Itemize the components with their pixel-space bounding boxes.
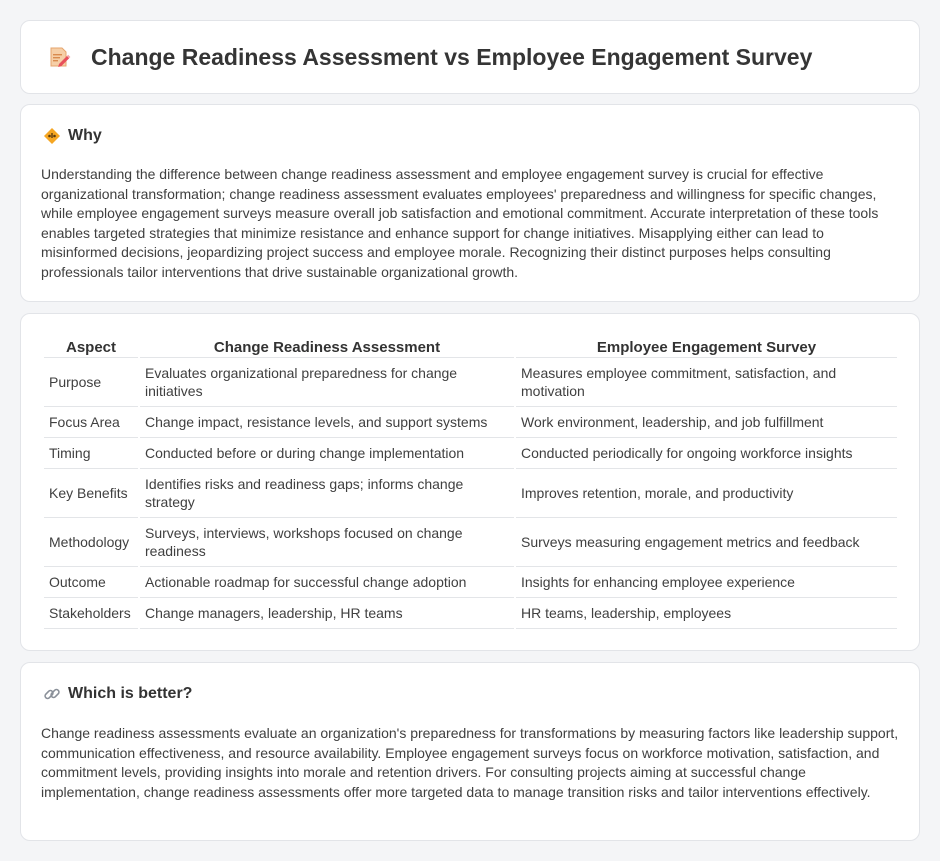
row-change-readiness: Conducted before or during change implementation bbox=[140, 438, 514, 469]
why-title: Why bbox=[68, 127, 102, 144]
comparison-table-card bbox=[20, 313, 920, 651]
table-row bbox=[44, 469, 897, 518]
table-row bbox=[44, 518, 897, 567]
which-is-better-section bbox=[20, 662, 920, 841]
row-engagement-survey: Measures employee commitment, satisfaction, and motivation bbox=[516, 358, 897, 407]
table-row bbox=[44, 598, 897, 629]
header-aspect: Aspect bbox=[44, 334, 138, 358]
header-card bbox=[20, 20, 920, 94]
row-engagement-survey: HR teams, leadership, employees bbox=[516, 598, 897, 629]
row-change-readiness: Surveys, interviews, workshops focused on change readiness bbox=[140, 518, 514, 567]
row-change-readiness: Actionable roadmap for successful change adoption bbox=[140, 567, 514, 598]
row-aspect: Purpose bbox=[44, 358, 138, 407]
row-aspect: Outcome bbox=[44, 567, 138, 598]
row-aspect: Methodology bbox=[44, 518, 138, 567]
better-body: Change readiness assessments evaluate an organization's preparedness for transformations by measuring factors like leadership support, communication effectiveness, and resource availability. Employee engagement surveys focus on workforce motivation, satisfaction, and commitment levels, providing insights into morale and retention drivers. For consulting projects aiming at successful change implementation, change readiness assessments offer more targeted data to manage transition risks and tailor interventions effectively. bbox=[41, 725, 899, 800]
better-title: Which is better? bbox=[68, 685, 193, 702]
comparison-table bbox=[42, 334, 899, 629]
row-change-readiness: Evaluates organizational preparedness for change initiatives bbox=[140, 358, 514, 407]
row-aspect: Stakeholders bbox=[44, 598, 138, 629]
row-change-readiness: Change managers, leadership, HR teams bbox=[140, 598, 514, 629]
table-row bbox=[44, 407, 897, 438]
document-pencil-icon bbox=[47, 45, 71, 69]
header-engagement-survey: Employee Engagement Survey bbox=[516, 334, 897, 358]
table-row bbox=[44, 438, 897, 469]
row-engagement-survey: Improves retention, morale, and productivity bbox=[516, 469, 897, 518]
diamond-warning-icon bbox=[43, 127, 61, 145]
header-change-readiness: Change Readiness Assessment bbox=[140, 334, 514, 358]
why-body: Understanding the difference between change readiness assessment and employee engagement survey is crucial for effective organizational transformation; change readiness assessment evaluates employees' preparedness and willingness for specific changes, while employee engagement surveys measure overall job satisfaction and emotional commitment. Accurate interpretation of these tools enables targeted strategies that minimize resistance and enhance support for change initiatives. Misapplying either can lead to misinformed decisions, jeopardizing project success and employee morale. Recognizing their distinct purposes helps consulting professionals tailor interventions that drive sustainable organizational growth. bbox=[41, 166, 879, 280]
row-engagement-survey: Work environment, leadership, and job fulfillment bbox=[516, 407, 897, 438]
row-aspect: Key Benefits bbox=[44, 469, 138, 518]
page-title: Change Readiness Assessment vs Employee Engagement Survey bbox=[91, 43, 813, 70]
why-section bbox=[20, 104, 920, 302]
table-row bbox=[44, 567, 897, 598]
row-aspect: Timing bbox=[44, 438, 138, 469]
table-header-row bbox=[44, 334, 897, 358]
row-aspect: Focus Area bbox=[44, 407, 138, 438]
row-engagement-survey: Conducted periodically for ongoing workforce insights bbox=[516, 438, 897, 469]
row-engagement-survey: Surveys measuring engagement metrics and feedback bbox=[516, 518, 897, 567]
row-change-readiness: Change impact, resistance levels, and support systems bbox=[140, 407, 514, 438]
row-change-readiness: Identifies risks and readiness gaps; informs change strategy bbox=[140, 469, 514, 518]
link-icon bbox=[43, 685, 61, 703]
table-row bbox=[44, 358, 897, 407]
row-engagement-survey: Insights for enhancing employee experience bbox=[516, 567, 897, 598]
